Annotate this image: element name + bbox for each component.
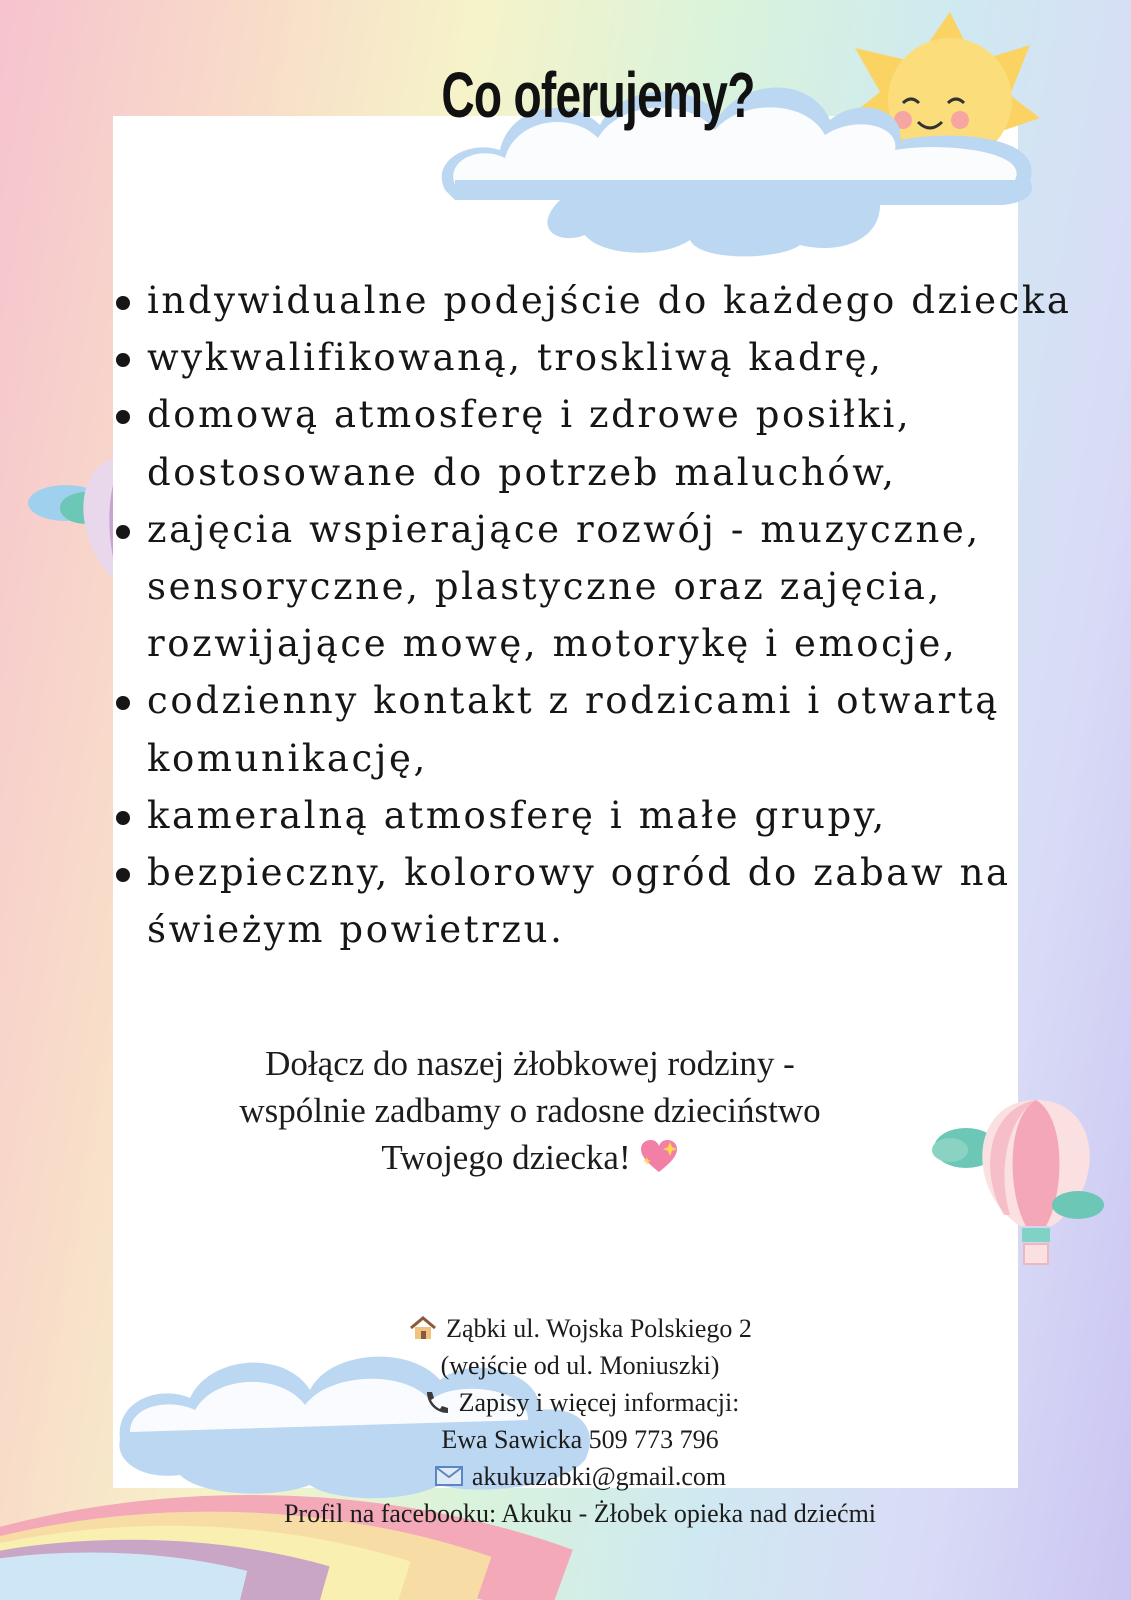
person-line: Ewa Sawicka 509 773 796 (441, 1425, 719, 1454)
list-item: kameralną atmosferę i małe grupy, (112, 787, 1072, 844)
join-line-3-text: Twojego dziecka! (381, 1138, 631, 1177)
list-item: indywidualne podejście do każdego dziecka (112, 272, 1072, 329)
address-text: Ząbki ul. Wojska Polskiego 2 (446, 1314, 752, 1343)
join-line-2: wspólnie zadbamy o radosne dzieciństwo (239, 1091, 821, 1130)
page-title: Co oferujemy? (441, 59, 755, 131)
hot-air-balloon-right-illustration (932, 1100, 1104, 1264)
list-item: zajęcia wspierające rozwój - muzyczne, sensoryczne, plastyczne oraz zajęcia, rozwijające mowę, motorykę i emocje, (112, 501, 1072, 673)
entrance-line: (wejście od ul. Moniuszki) (440, 1351, 720, 1380)
join-line-3 (150, 1134, 910, 1181)
sparkling-heart-icon (639, 1139, 679, 1175)
list-item: domową atmosferę i zdrowe posiłki, dostosowane do potrzeb maluchów, (112, 386, 1072, 500)
signup-text: Zapisy i więcej informacji: (458, 1388, 740, 1417)
email-text[interactable]: akukuzabki@gmail.com (471, 1462, 727, 1491)
join-line-1: Dołącz do naszej żłobkowej rodziny - (265, 1044, 795, 1083)
list-item: codzienny kontakt z rodzicami i otwartą komunikację, (112, 672, 1072, 786)
phone-icon (421, 1389, 451, 1415)
email-icon (434, 1463, 464, 1489)
list-item: wykwalifikowaną, troskliwą kadrę, (112, 329, 1072, 386)
list-item: bezpieczny, kolorowy ogród do zabaw na świeżym powietrzu. (112, 844, 1072, 958)
house-icon (408, 1315, 438, 1341)
address-line (185, 1310, 975, 1347)
join-message (150, 1040, 910, 1181)
contact-section (185, 1310, 975, 1532)
email-line (185, 1458, 975, 1495)
offer-list (112, 272, 1072, 958)
signup-line (185, 1384, 975, 1421)
facebook-line[interactable]: Profil na facebooku: Akuku - Żłobek opieka nad dziećmi (283, 1499, 877, 1528)
